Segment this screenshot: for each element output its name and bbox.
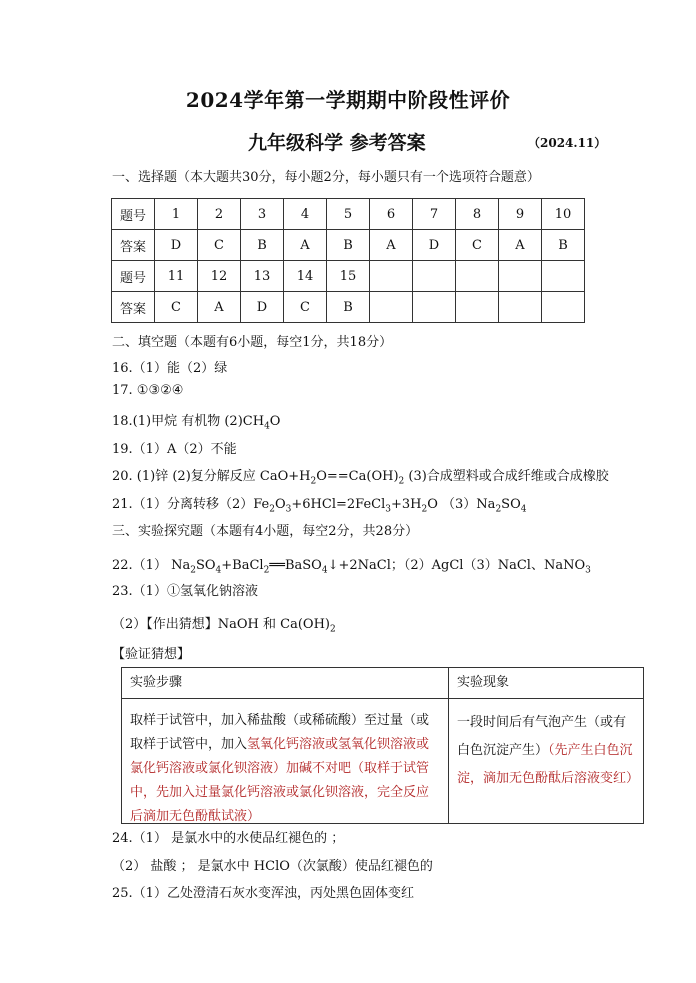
choice-answer-table	[111, 198, 585, 323]
subscript: 2	[330, 624, 336, 635]
text-part: 21.（1）分离转移（2）Fe	[112, 497, 270, 512]
table-row	[112, 230, 585, 261]
subscript: 4	[264, 421, 270, 432]
table-cell: 2	[198, 199, 241, 230]
row-label: 题号	[112, 199, 155, 230]
table-cell: 12	[198, 261, 241, 292]
table-cell: 1	[155, 199, 198, 230]
text-part: 22.（1） Na	[112, 558, 191, 573]
table-cell	[413, 292, 456, 323]
text-part: +3H	[391, 497, 422, 512]
text-part: SO	[501, 497, 521, 512]
subscript: 4	[321, 565, 328, 576]
table-cell: D	[413, 230, 456, 261]
text-part: +BaCl	[221, 558, 264, 573]
observation-cell	[449, 699, 644, 824]
subscript: 3	[585, 565, 591, 576]
row-label: 答案	[112, 230, 155, 261]
table-cell: B	[241, 230, 284, 261]
text-part: 20. (1)锌 (2)复分解反应 CaO+H	[112, 469, 311, 484]
observation-text-red: （先产生白色沉淀，滴加无色酚酞后溶液变红）	[457, 743, 640, 786]
table-row	[122, 668, 644, 699]
table-cell	[456, 261, 499, 292]
step-text-red: 氢氧化钙溶液或氢氧化钡溶液或氯化钙溶液或氯化钡溶液）加碱不对吧（取样于试管中，先加入过量氯化钙溶液或氯化钡溶液，完全反应后滴加无色酚酞试液）	[130, 737, 430, 824]
table-cell: 9	[499, 199, 542, 230]
text-part: O	[269, 414, 281, 429]
verify-table	[121, 667, 644, 824]
answer-q19: 19.（1）A（2）不能	[112, 442, 237, 457]
subscript: 2	[421, 504, 428, 515]
subscript: 2	[269, 504, 275, 515]
table-cell: A	[198, 292, 241, 323]
observation-text: 一段时间后有气泡产生（或有白色沉淀产生）	[457, 715, 627, 758]
answer-q20	[112, 465, 609, 487]
table-cell: C	[456, 230, 499, 261]
text-part: O （3）Na	[427, 497, 496, 512]
answer-q16: 16.（1）能（2）绿	[112, 361, 228, 376]
table-cell: B	[327, 292, 370, 323]
table-row	[112, 199, 585, 230]
table-cell	[370, 261, 413, 292]
table-cell: B	[542, 230, 585, 261]
table-cell	[456, 292, 499, 323]
page-title: 2024学年第一学期期中阶段性评价	[185, 88, 511, 112]
table-cell	[499, 261, 542, 292]
step-cell	[122, 699, 449, 824]
subscript: 3	[285, 504, 292, 515]
answer-q21	[112, 493, 526, 515]
table-cell: 8	[456, 199, 499, 230]
table-cell: 14	[284, 261, 327, 292]
column-header-step: 实验步骤	[122, 668, 449, 699]
table-cell: A	[499, 230, 542, 261]
table-cell: 11	[155, 261, 198, 292]
text-part: O	[274, 497, 286, 512]
subscript: 4	[215, 565, 222, 576]
answer-q22	[112, 554, 591, 576]
text-part: (3)合成塑料或合成纤维或合成橡胶	[404, 469, 609, 484]
table-cell: A	[284, 230, 327, 261]
subscript: 2	[263, 565, 270, 576]
table-cell: 6	[370, 199, 413, 230]
section1-heading: 一、选择题（本大题共30分，每小题2分，每小题只有一个选项符合题意）	[112, 170, 540, 185]
row-label: 题号	[112, 261, 155, 292]
table-cell	[499, 292, 542, 323]
table-cell: C	[284, 292, 327, 323]
table-cell	[413, 261, 456, 292]
table-cell: 7	[413, 199, 456, 230]
answer-q24-1: 24.（1） 是氯水中的水使品红褪色的 ；	[112, 831, 345, 846]
column-header-observation: 实验现象	[449, 668, 644, 699]
answer-q17: 17. ①③②④	[112, 383, 184, 398]
subscript: 3	[385, 504, 391, 515]
table-cell: 15	[327, 261, 370, 292]
answer-q24-2: （2） 盐酸 ； 是氯水中 HClO（次氯酸）使品红褪色的	[112, 859, 433, 874]
subscript: 4	[520, 504, 527, 515]
text-part: 18.(1)甲烷 有机物 (2)CH	[112, 414, 265, 429]
page-subtitle: 九年级科学 参考答案	[248, 132, 426, 154]
answer-q23-2	[112, 613, 336, 635]
table-row	[122, 699, 644, 824]
table-cell	[542, 261, 585, 292]
table-cell: 3	[241, 199, 284, 230]
answer-q25-1: 25.（1）乙处澄清石灰水变浑浊，丙处黑色固体变红	[112, 886, 414, 901]
text-part: ══BaSO	[269, 558, 322, 573]
text-part: SO	[195, 558, 216, 573]
table-cell: C	[155, 292, 198, 323]
table-cell: 10	[542, 199, 585, 230]
table-cell: 5	[327, 199, 370, 230]
row-label: 答案	[112, 292, 155, 323]
subscript: 2	[495, 504, 502, 515]
subscript: 2	[398, 476, 405, 487]
table-cell: 13	[241, 261, 284, 292]
table-cell: C	[198, 230, 241, 261]
text-part: ↓+2NaCl；（2）AgCl（3）NaCl、NaNO	[327, 558, 586, 573]
subscript: 2	[310, 476, 317, 487]
table-cell: D	[155, 230, 198, 261]
answer-q23-1: 23.（1）①氢氧化钠溶液	[112, 584, 258, 599]
table-cell	[542, 292, 585, 323]
text-part: +6HCl=2FeCl	[291, 497, 386, 512]
step-text: 取样于试管中，加入稀盐酸（或稀硫酸）至过量（或取样于试管中，加入	[130, 713, 430, 752]
section2-heading: 二、填空题（本题有6小题，每空1分，共18分）	[112, 335, 393, 350]
answer-q18	[112, 410, 280, 432]
table-cell: A	[370, 230, 413, 261]
verify-heading: 【验证猜想】	[112, 647, 191, 662]
table-cell: 4	[284, 199, 327, 230]
section3-heading: 三、实验探究题（本题有4小题，每空2分，共28分）	[112, 524, 419, 539]
date-label: （2024.11）	[528, 136, 607, 150]
text-part: O==Ca(OH)	[316, 469, 399, 484]
table-row	[112, 292, 585, 323]
table-cell	[370, 292, 413, 323]
table-cell: D	[241, 292, 284, 323]
table-row	[112, 261, 585, 292]
subscript: 2	[190, 565, 196, 576]
table-cell: B	[327, 230, 370, 261]
text-part: （2）【作出猜想】NaOH 和 Ca(OH)	[112, 617, 330, 632]
